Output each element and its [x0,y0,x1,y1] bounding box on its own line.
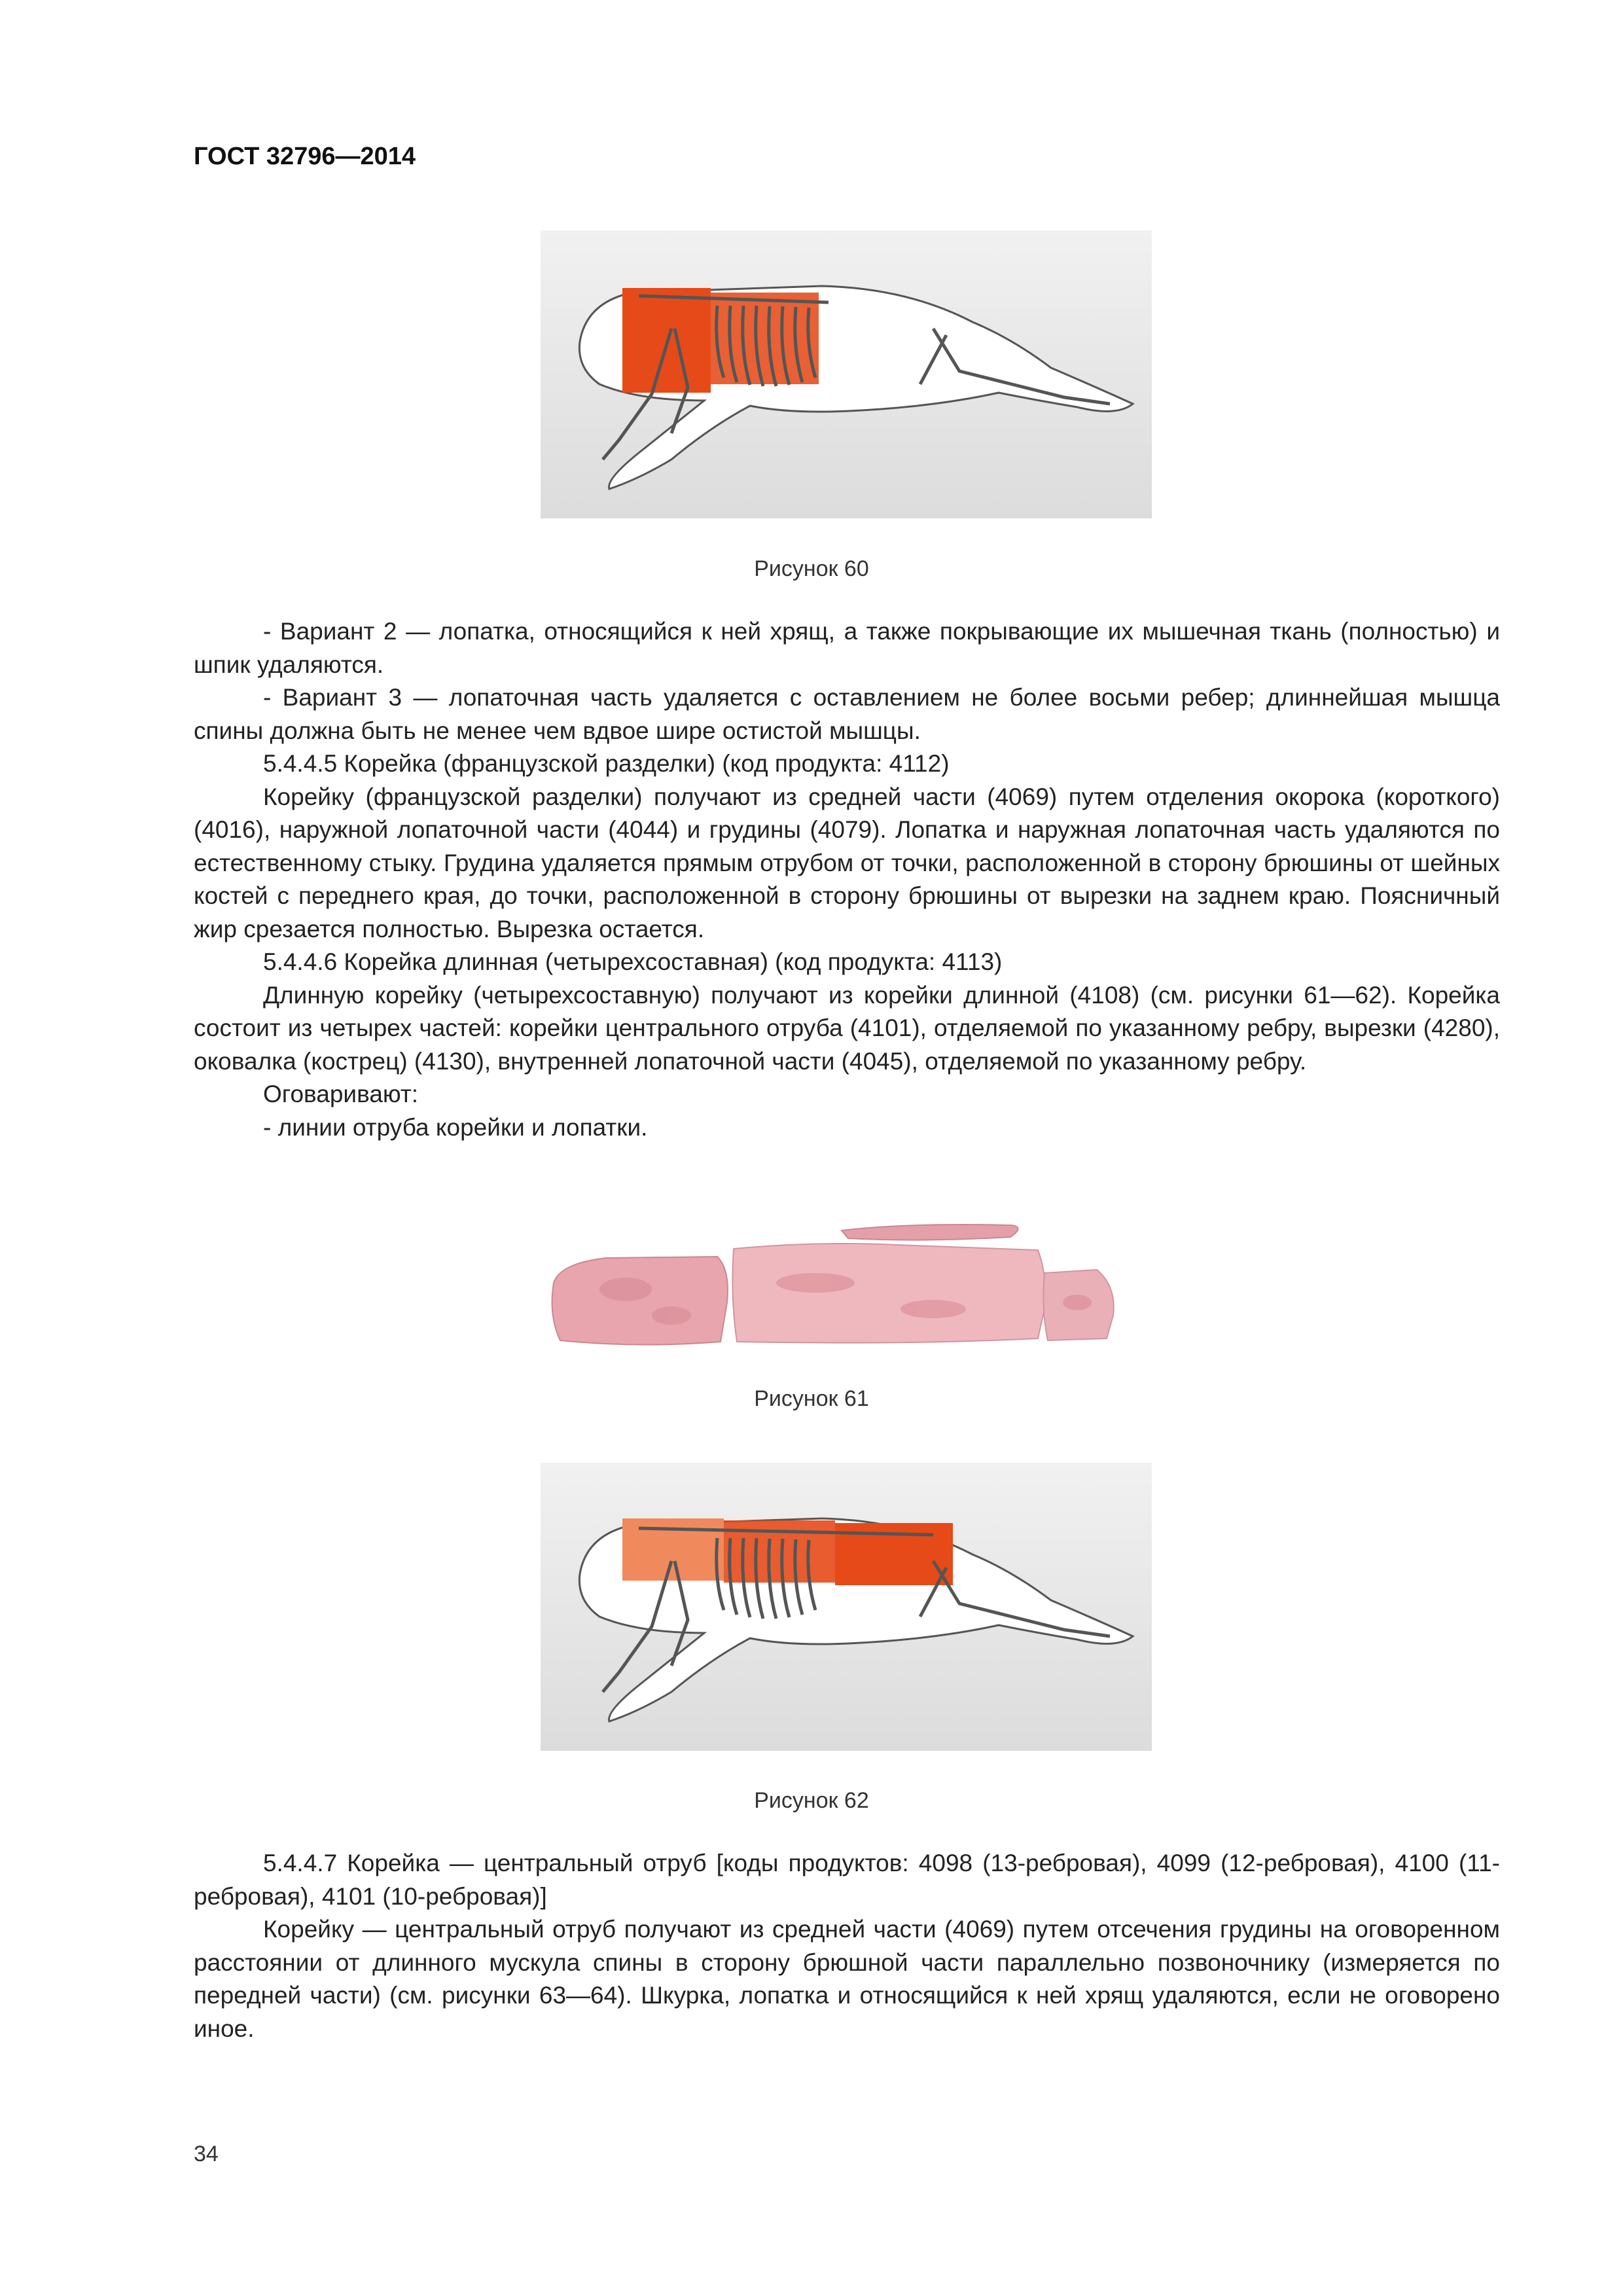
paragraph-cut-lines: - линии отруба корейки и лопатки. [263,1113,648,1141]
paragraph-5-4-4-7: Корейку — центральный отруб получают из средней части (4069) путем отсечения грудины на оговоренном расстоянии от длинного мускула спины в сторону брюшной части параллельно позвоночнику (измеряется по передней части) (см. рисунки 63—64). Шкурка, лопатка и относящийся к ней хрящ удаляются, если не оговорено иное. [194,1916,1500,2042]
text-block-2 [194,1847,1500,2045]
paragraph-variant-2: - Вариант 2 — лопатка, относящийся к ней хрящ, а также покрывающие их мышечная ткань (полностью) и шпик удаляются. [194,618,1500,678]
figure-61-caption: Рисунок 61 [754,1386,869,1411]
text-block-1 [194,615,1500,1144]
figure-62-caption: Рисунок 62 [754,1788,869,1813]
paragraph-specified: Оговаривают: [263,1081,419,1107]
figure-60-carcass-diagram [541,230,1152,518]
section-heading-5-4-4-7: 5.4.4.7 Корейка — центральный отруб [коды продуктов: 4098 (13-ребровая), 4099 (12-ребровая), 4100 (11-ребровая), 4101 (10-ребровая)] [194,1850,1500,1910]
figure-61-meat-pieces [541,1211,1152,1361]
figure-60-caption: Рисунок 60 [754,556,869,581]
paragraph-5-4-4-6: Длинную корейку (четырехсоставную) получают из корейки длинной (4108) (см. рисунки 61—62). Корейка состоит из четырех частей: корейки центрального отруба (4101), отделяемой по указанному ребру, вырезки (4280), оковалка (кострец) (4130), внутренней лопаточной части (4045), отделяемой по указанному ребру. [194,981,1500,1075]
section-heading-5-4-4-5: 5.4.4.5 Корейка (французской разделки) (код продукта: 4112) [263,750,950,777]
document-header: ГОСТ 32796—2014 [194,143,416,170]
paragraph-variant-3: - Вариант 3 — лопаточная часть удаляется с оставлением не более восьми ребер; длиннейшая мышца спины должна быть не менее чем вдвое шире остистой мышцы. [194,684,1500,744]
page-number: 34 [194,2142,219,2166]
paragraph-5-4-4-5: Корейку (французской разделки) получают из средней части (4069) путем отделения окорока (короткого) (4016), наружной лопаточной части (4044) и грудины (4079). Лопатка и наружная лопаточная часть удаляются по естественному стыку. Грудина удаляется прямым отрубом от точки, расположенной в сторону брюшины от шейных костей с переднего края, до точки, расположенной в сторону брюшины от вырезки на заднем краю. Поясничный жир срезается полностью. Вырезка остается. [194,783,1500,942]
section-heading-5-4-4-6: 5.4.4.6 Корейка длинная (четырехсоставная) (код продукта: 4113) [263,948,1003,975]
figure-62-carcass-diagram [541,1463,1152,1751]
